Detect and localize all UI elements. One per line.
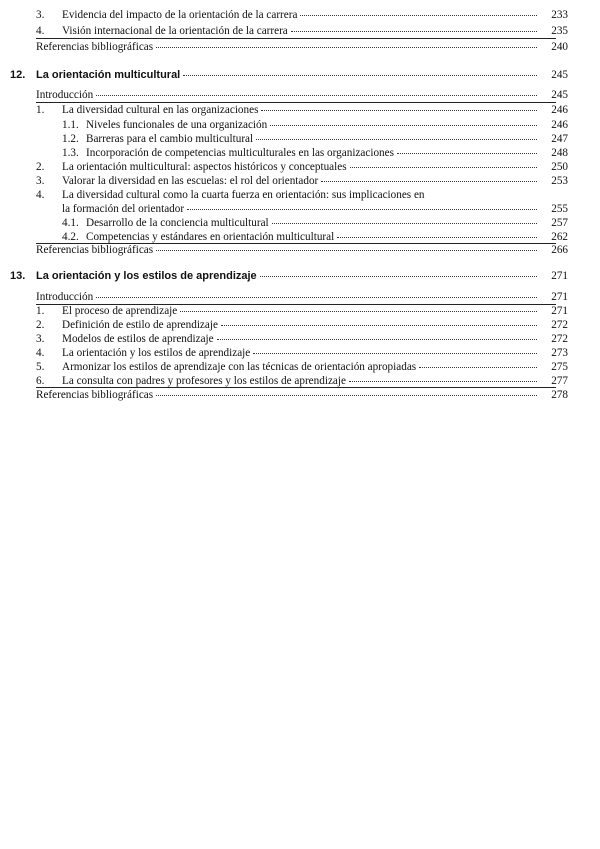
dot-leader xyxy=(96,95,537,96)
dot-leader xyxy=(337,237,537,238)
entry-number: 1. xyxy=(36,104,45,116)
toc-subentry[interactable] xyxy=(62,133,568,145)
dot-leader xyxy=(156,395,537,396)
toc-subentry[interactable] xyxy=(62,119,568,131)
dot-leader xyxy=(187,209,537,210)
toc-subentry[interactable] xyxy=(62,231,568,243)
entry-number: 6. xyxy=(36,375,45,387)
chapter-page: 245 xyxy=(551,69,568,81)
dot-leader xyxy=(156,47,537,48)
entry-title: la formación del orientador xyxy=(62,203,185,215)
entry-page: 233 xyxy=(551,9,568,21)
entry-title: Valorar la diversidad en las escuelas: el rol del orientador xyxy=(62,175,319,187)
dot-leader xyxy=(253,353,537,354)
entry-number: 2. xyxy=(36,161,45,173)
chapter-number: 12. xyxy=(10,69,26,81)
entry-title: Referencias bibliográficas xyxy=(36,41,154,53)
entry-title: Modelos de estilos de aprendizaje xyxy=(62,333,214,345)
entry-page: 240 xyxy=(551,41,568,53)
entry-number: 4.2. xyxy=(62,231,79,243)
entry-title: Referencias bibliográficas xyxy=(36,244,154,256)
entry-page: 257 xyxy=(551,217,568,229)
toc-entry[interactable] xyxy=(36,361,568,373)
entry-title: Evidencia del impacto de la orientación de la carrera xyxy=(62,9,298,21)
entry-number: 4. xyxy=(36,347,45,359)
entry-number: 3. xyxy=(36,9,45,21)
dot-leader xyxy=(270,125,537,126)
toc-subentry[interactable] xyxy=(62,217,568,229)
entry-title: Incorporación de competencias multiculturales en las organizaciones xyxy=(86,147,394,159)
toc-entry[interactable] xyxy=(36,189,568,201)
entry-number: 1.2. xyxy=(62,133,79,145)
toc-entry[interactable] xyxy=(36,89,568,101)
dot-leader xyxy=(272,223,537,224)
entry-title: Visión internacional de la orientación de la carrera xyxy=(62,25,288,37)
entry-page: 255 xyxy=(551,203,568,215)
entry-title: Introducción xyxy=(36,291,94,303)
entry-title: Desarrollo de la conciencia multicultural xyxy=(86,217,269,229)
dot-leader xyxy=(291,31,537,32)
dot-leader xyxy=(300,15,537,16)
entry-title: La orientación y los estilos de aprendizaje xyxy=(62,347,251,359)
toc-subentry[interactable] xyxy=(62,147,568,159)
dot-leader xyxy=(419,367,537,368)
toc-entry[interactable] xyxy=(36,319,568,331)
dot-leader xyxy=(217,339,537,340)
entry-title: La diversidad cultural en las organizaciones xyxy=(62,104,259,116)
entry-number: 4. xyxy=(36,189,45,201)
toc-entry[interactable] xyxy=(36,175,568,187)
dot-leader xyxy=(183,75,537,76)
entry-page: 262 xyxy=(551,231,568,243)
entry-page: 250 xyxy=(551,161,568,173)
entry-page: 272 xyxy=(551,319,568,331)
dot-leader xyxy=(350,167,537,168)
entry-title: Barreras para el cambio multicultural xyxy=(86,133,254,145)
entry-title: La orientación multicultural: aspectos históricos y conceptuales xyxy=(62,161,347,173)
divider xyxy=(36,38,556,39)
chapter-page: 271 xyxy=(551,270,568,282)
divider xyxy=(36,102,556,103)
dot-leader xyxy=(256,139,537,140)
chapter-number: 13. xyxy=(10,270,26,282)
entry-page: 266 xyxy=(551,244,568,256)
dot-leader xyxy=(260,276,537,277)
toc-entry[interactable] xyxy=(36,375,568,387)
entry-number: 1.3. xyxy=(62,147,79,159)
entry-page: 246 xyxy=(551,104,568,116)
entry-page: 275 xyxy=(551,361,568,373)
toc-entry[interactable] xyxy=(36,305,568,317)
dot-leader xyxy=(156,250,537,251)
entry-number: 4. xyxy=(36,25,45,37)
toc-entry[interactable] xyxy=(36,389,568,401)
entry-title: La consulta con padres y profesores y los estilos de aprendizaje xyxy=(62,375,346,387)
toc-entry[interactable] xyxy=(36,9,568,21)
toc-entry-continuation[interactable] xyxy=(62,203,568,215)
entry-title: Competencias y estándares en orientación multicultural xyxy=(86,231,335,243)
entry-title: Armonizar los estilos de aprendizaje con las técnicas de orientación apropiadas xyxy=(62,361,417,373)
toc-entry[interactable] xyxy=(36,161,568,173)
chapter-heading-12[interactable] xyxy=(10,69,568,81)
entry-page: 278 xyxy=(551,389,568,401)
dot-leader xyxy=(96,297,537,298)
entry-page: 277 xyxy=(551,375,568,387)
dot-leader xyxy=(321,181,537,182)
divider xyxy=(36,387,556,388)
dot-leader xyxy=(397,153,537,154)
dot-leader xyxy=(261,110,537,111)
entry-title: Definición de estilo de aprendizaje xyxy=(62,319,218,331)
entry-page: 245 xyxy=(551,89,568,101)
entry-title: La diversidad cultural como la cuarta fuerza en orientación: sus implicaciones en xyxy=(62,189,425,201)
entry-page: 271 xyxy=(551,291,568,303)
dot-leader xyxy=(180,311,537,312)
entry-page: 247 xyxy=(551,133,568,145)
toc-entry[interactable] xyxy=(36,41,568,53)
entry-number: 4.1. xyxy=(62,217,79,229)
entry-page: 271 xyxy=(551,305,568,317)
entry-number: 3. xyxy=(36,175,45,187)
entry-number: 5. xyxy=(36,361,45,373)
entry-page: 272 xyxy=(551,333,568,345)
entry-number: 2. xyxy=(36,319,45,331)
dot-leader xyxy=(221,325,537,326)
entry-number: 1. xyxy=(36,305,45,317)
entry-page: 248 xyxy=(551,147,568,159)
chapter-title: La orientación y los estilos de aprendizaje xyxy=(36,270,257,282)
chapter-heading-13[interactable] xyxy=(10,270,568,282)
toc-entry[interactable] xyxy=(36,25,568,37)
entry-title: Niveles funcionales de una organización xyxy=(86,119,268,131)
dot-leader xyxy=(349,381,537,382)
toc-entry[interactable] xyxy=(36,291,568,303)
entry-page: 235 xyxy=(551,25,568,37)
entry-title: Introducción xyxy=(36,89,94,101)
toc-entry[interactable] xyxy=(36,104,568,116)
entry-page: 253 xyxy=(551,175,568,187)
entry-number: 3. xyxy=(36,333,45,345)
entry-title: Referencias bibliográficas xyxy=(36,389,154,401)
entry-title: El proceso de aprendizaje xyxy=(62,305,178,317)
entry-page: 273 xyxy=(551,347,568,359)
chapter-title: La orientación multicultural xyxy=(36,69,181,81)
toc-entry[interactable] xyxy=(36,347,568,359)
entry-page: 246 xyxy=(551,119,568,131)
entry-number: 1.1. xyxy=(62,119,79,131)
toc-entry[interactable] xyxy=(36,333,568,345)
toc-entry[interactable] xyxy=(36,244,568,256)
